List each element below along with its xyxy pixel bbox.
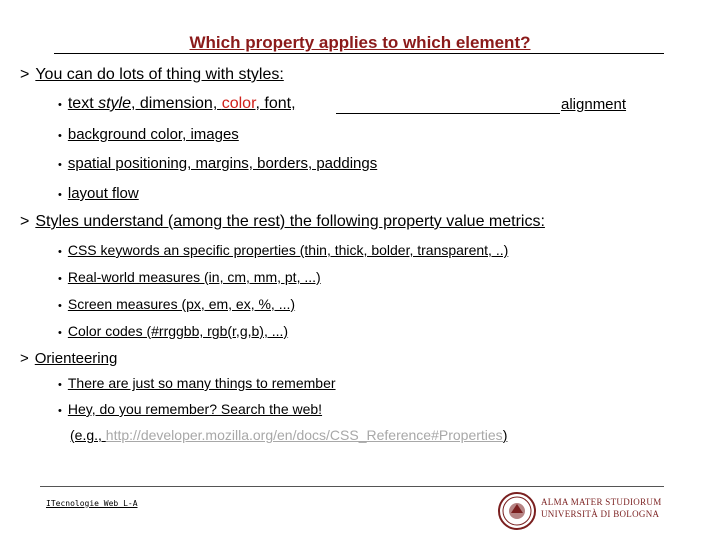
bullet-alignment: alignment [561,96,627,113]
bullet-marker: • [58,130,62,142]
bullet-search-web: • Hey, do you remember? Search the web! [58,401,323,417]
university-logo-text: ALMA MATER STUDIORUM UNIVERSITÀ DI BOLOGNA [541,497,662,519]
bullet-real-world-measures: • Real-world measures (in, cm, mm, pt, ...) [58,269,321,285]
color-word: color [221,95,256,112]
bullet-marker: • [58,273,62,285]
reference-link[interactable]: http://developer.mozilla.org/en/docs/CSS_Reference#Properties [105,427,503,443]
bullet-marker: • [58,405,62,417]
university-seal-icon [497,491,537,531]
bullet-layout-flow: • layout flow [58,185,139,202]
bullet-positioning: • spatial positioning, margins, borders, paddings [58,155,378,172]
bullet-marker: • [58,327,62,339]
bullet-text-style: • text style, dimension, color, font, [58,95,296,112]
underline-gap [336,113,560,114]
section-marker: > [20,213,30,230]
bullet-css-keywords: • CSS keywords an specific properties (thin, thick, bolder, transparent, ..) [58,242,509,258]
footer-course-label: ITecnologie Web L-A [46,499,138,508]
section-heading-orienteering: > Orienteering [20,350,118,367]
bullet-marker: • [58,379,62,391]
section-marker: > [20,66,30,83]
section-heading-styles: > You can do lots of thing with styles: [20,66,284,83]
reference-line: (e.g., http://developer.mozilla.org/en/docs/CSS_Reference#Properties) [70,427,508,443]
bullet-marker: • [58,246,62,258]
bullet-screen-measures: • Screen measures (px, em, ex, %, ...) [58,296,296,312]
page-title: Which property applies to which element? [189,33,531,52]
bullet-marker: • [58,189,62,201]
section-heading-metrics: > Styles understand (among the rest) the following property value metrics: [20,213,545,230]
footer-divider [40,486,664,487]
section-marker: > [20,350,29,367]
bullet-marker: • [58,159,62,171]
title-underline [54,53,664,54]
bullet-marker: • [58,99,62,111]
bullet-so-many-things: • There are just so many things to remember [58,375,336,391]
bullet-background: • background color, images [58,126,239,143]
bullet-marker: • [58,300,62,312]
bullet-color-codes: • Color codes (#rrggbb, rgb(r,g,b), ...) [58,323,289,339]
